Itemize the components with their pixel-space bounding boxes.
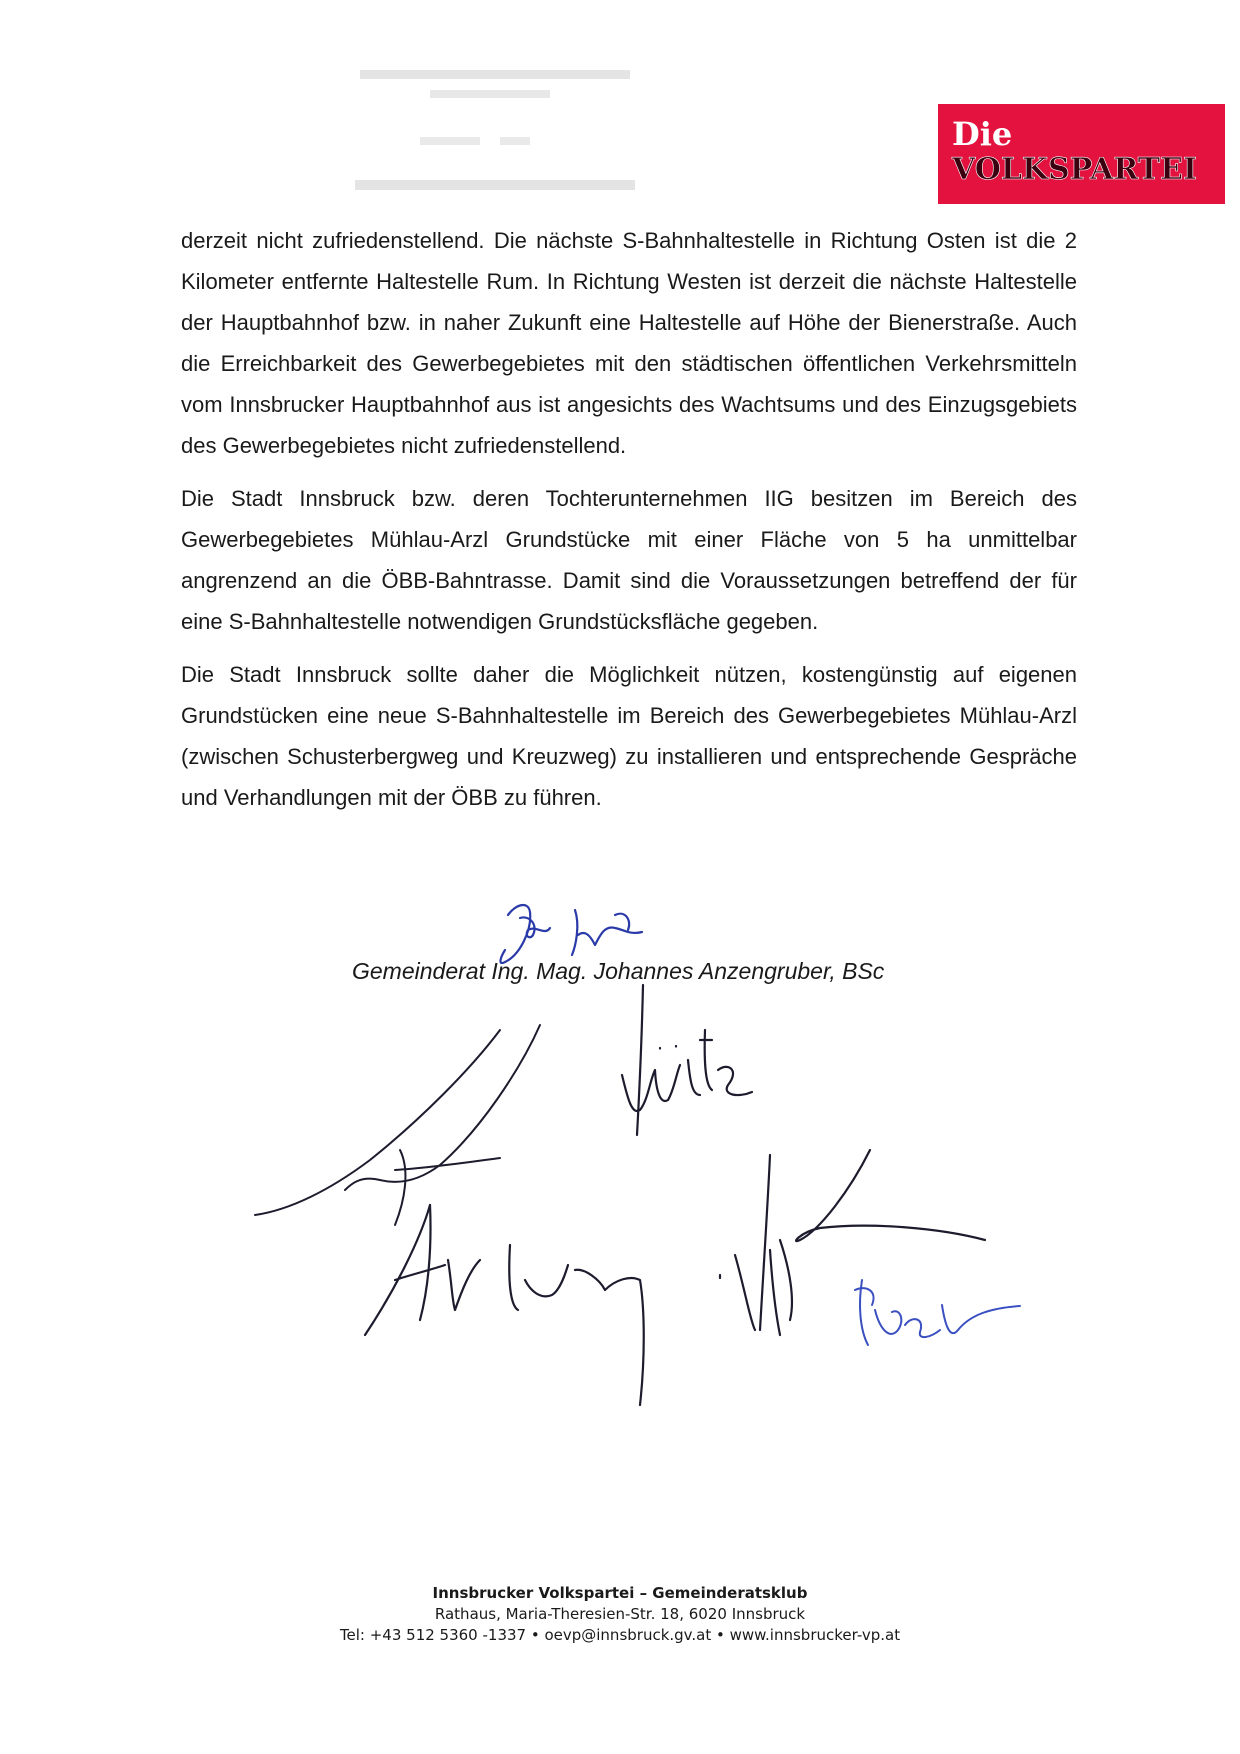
paragraph-1: derzeit nicht zufriedenstellend. Die nächste S-Bahnhaltestelle in Richtung Osten ist die 2 Kilometer entfernte Haltestelle Rum. In Richtung Westen ist derzeit die nächste Haltestelle der Hauptbahnhof bzw. in naher Zukunft eine Haltestelle auf Höhe der Bienerstraße. Auch die Erreichbarkeit des Gewerbegebietes mit den städtischen öffentlichen Verkehrsmitteln vom Innsbrucker Hauptbahnhof aus ist angesichts des Wachtsums und des Einzugsgebiets des Gewerbegebietes nicht zufriedenstellend. <box>181 228 1077 458</box>
footer-address: Rathaus, Maria-Theresien-Str. 18, 6020 Innsbruck <box>434 1605 806 1623</box>
signature-anzengruber <box>500 905 642 963</box>
signature-lower-left <box>365 1205 644 1405</box>
signature-left <box>255 1025 540 1225</box>
footer-club-name: Innsbrucker Volkspartei – Gemeinderatsklub <box>432 1584 808 1602</box>
signature-lower-right <box>720 1150 985 1335</box>
signature-kuetz <box>622 985 752 1135</box>
letter-body <box>181 220 1077 830</box>
footer-contact: Tel: +43 512 5360 -1337 • oevp@innsbruck.gv.at • www.innsbrucker-vp.at <box>339 1626 901 1644</box>
bleed-through-marks <box>350 52 650 202</box>
logo-line-die: Die <box>952 115 1013 153</box>
signature-blue-right <box>855 1280 1020 1345</box>
party-logo <box>938 104 1225 204</box>
paragraph-3: Die Stadt Innsbruck sollte daher die Möglichkeit nützen, kostengünstig auf eigenen Grundstücken eine neue S-Bahnhaltestelle im Bereich des Gewerbegebietes Mühlau-Arzl (zwischen Schusterbergweg und Kreuzweg) zu installieren und entsprechende Gespräche und Verhandlungen mit der ÖBB zu führen. <box>181 662 1077 810</box>
letter-footer <box>0 1583 1240 1646</box>
paragraph-2: Die Stadt Innsbruck bzw. deren Tochterunternehmen IIG besitzen im Bereich des Gewerbegebietes Mühlau-Arzl Grundstücke mit einer Fläche von 5 ha unmittelbar angrenzend an die ÖBB-Bahntrasse. Damit sind die Voraussetzungen betreffend der für eine S-Bahnhaltestelle notwendigen Grundstücksfläche gegeben. <box>181 486 1077 634</box>
logo-line-volkspartei: VOLKSPARTEI <box>952 152 1197 187</box>
signatory-name: Gemeinderat Ing. Mag. Johannes Anzengruber, BSc <box>352 958 885 984</box>
